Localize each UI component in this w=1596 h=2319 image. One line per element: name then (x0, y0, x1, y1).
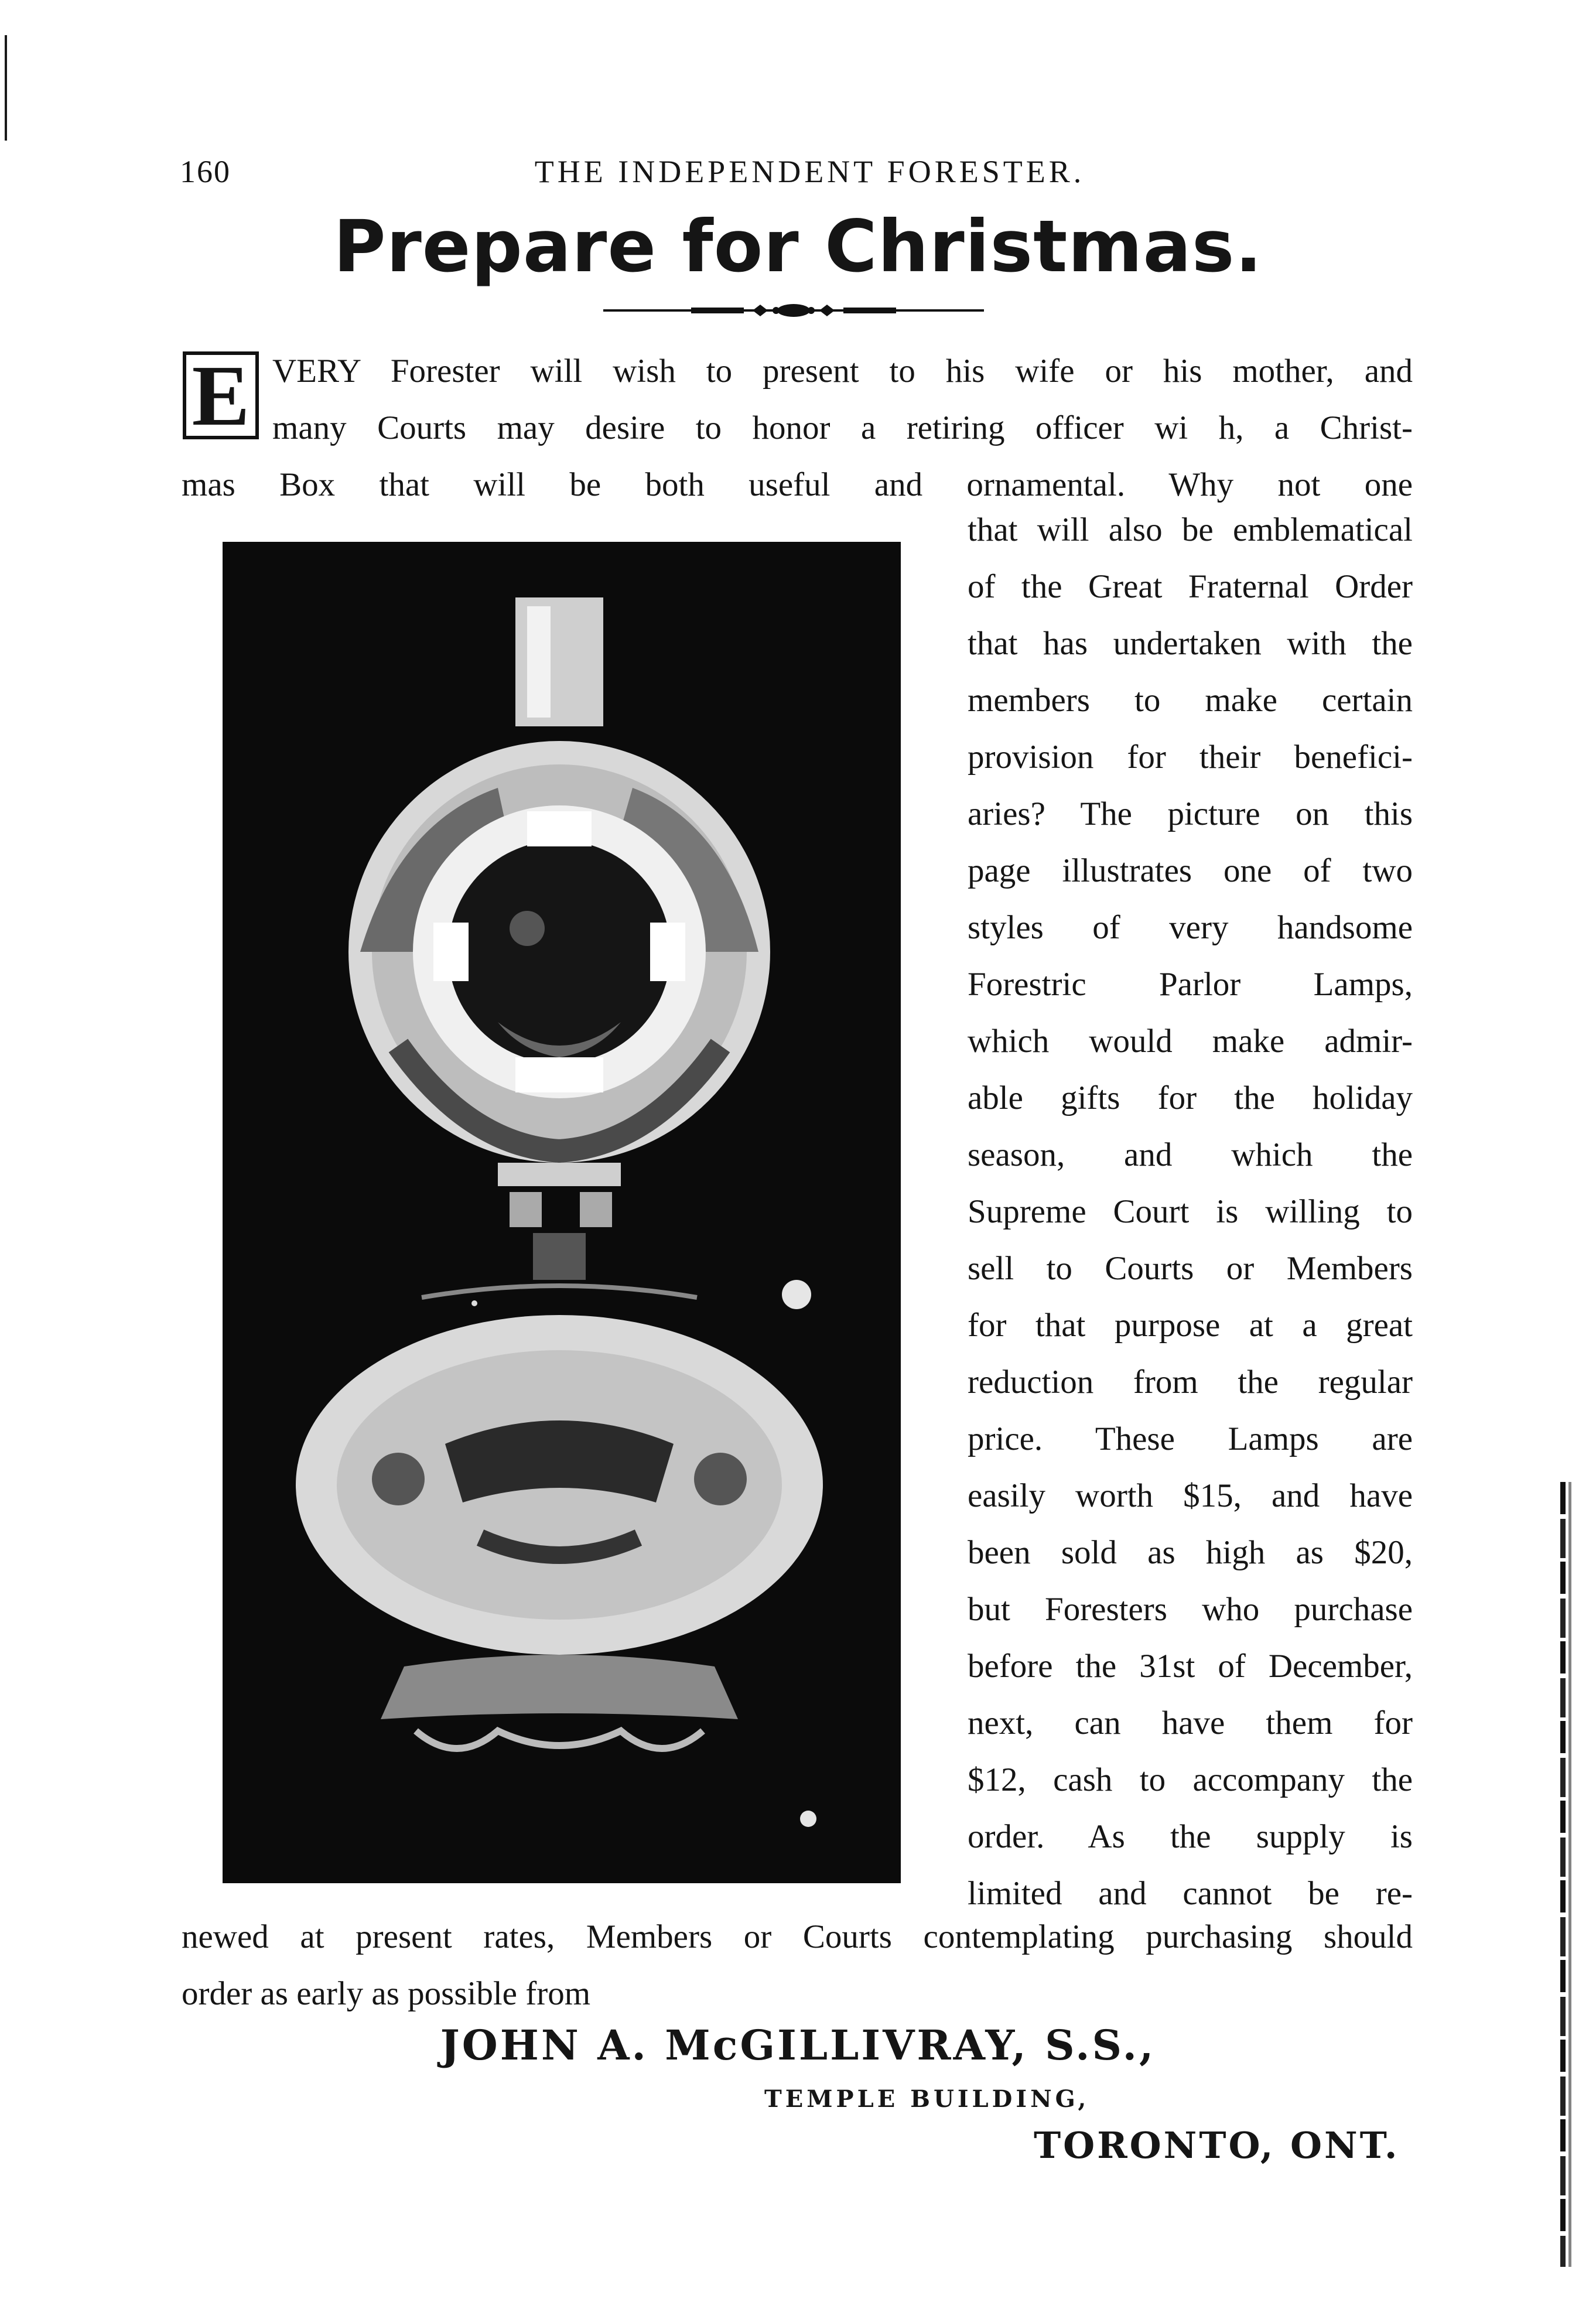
text-line: reduction from the regular (968, 1364, 1413, 1401)
text-line: Supreme Court is willing to (968, 1193, 1413, 1230)
text-line: order. As the supply is (968, 1818, 1413, 1855)
scan-edge-strip (1560, 1482, 1566, 2267)
text-line: styles of very handsome (968, 909, 1413, 946)
text-line: but Foresters who purchase (968, 1591, 1413, 1628)
text-line: next, can have them for (968, 1705, 1413, 1741)
text-line: which would make admir- (968, 1023, 1413, 1060)
scan-edge-strip-shadow (1568, 1482, 1571, 2267)
scan-edge-mark (5, 35, 7, 141)
text-line: sell to Courts or Members (968, 1250, 1413, 1287)
text-line: VERY Forester will wish to present to his wife or his mother, and (272, 353, 1413, 390)
ornamental-rule (603, 302, 984, 319)
text-line: provision for their benefici- (968, 739, 1413, 776)
text-line: $12, cash to accompany the (968, 1761, 1413, 1798)
text-line: season, and which the (968, 1136, 1413, 1173)
advertiser-name: JOHN A. McGILLIVRAY, S.S., (440, 2021, 1156, 2069)
page-number: 160 (180, 154, 231, 189)
text-line: that has undertaken with the (968, 625, 1413, 662)
text-line: members to make certain (968, 682, 1413, 719)
text-line: easily worth $15, and have (968, 1477, 1413, 1514)
text-line: many Courts may desire to honor a retiring officer wi h, a Christ- (272, 409, 1413, 446)
text-line: newed at present rates, Members or Courts contemplating purchasing should (182, 1918, 1413, 1955)
text-line: before the 31st of December, (968, 1648, 1413, 1685)
wrapped-column (968, 501, 1413, 1922)
opening-paragraph (182, 343, 1413, 513)
headline: Prepare for Christmas. (333, 205, 1263, 288)
text-line: for that purpose at a great (968, 1307, 1413, 1344)
text-line: limited and cannot be re- (968, 1875, 1413, 1912)
parlor-lamp-photograph (223, 542, 901, 1883)
text-line: been sold as high as $20, (968, 1534, 1413, 1571)
text-line: page illustrates one of two (968, 852, 1413, 889)
lamp-illustration (223, 542, 901, 1883)
closing-paragraph (182, 1908, 1413, 2022)
text-line: Forestric Parlor Lamps, (968, 966, 1413, 1003)
advertiser-building: TEMPLE BUILDING, (764, 2085, 1090, 2113)
text-line: able gifts for the holiday (968, 1080, 1413, 1116)
text-line: mas Box that will be both useful and ornamental. Why not one (182, 466, 1413, 503)
text-line: of the Great Fraternal Order (968, 568, 1413, 605)
text-line: aries? The picture on this (968, 795, 1413, 832)
text-line: price. These Lamps are (968, 1420, 1413, 1457)
text-line-last: order as early as possible from (182, 1975, 591, 2012)
text-line: that will also be emblematical (968, 511, 1413, 548)
advertiser-city: TORONTO, ONT. (1034, 2124, 1400, 2167)
running-title: THE INDEPENDENT FORESTER. (534, 154, 1085, 189)
drop-cap: E (183, 351, 259, 439)
